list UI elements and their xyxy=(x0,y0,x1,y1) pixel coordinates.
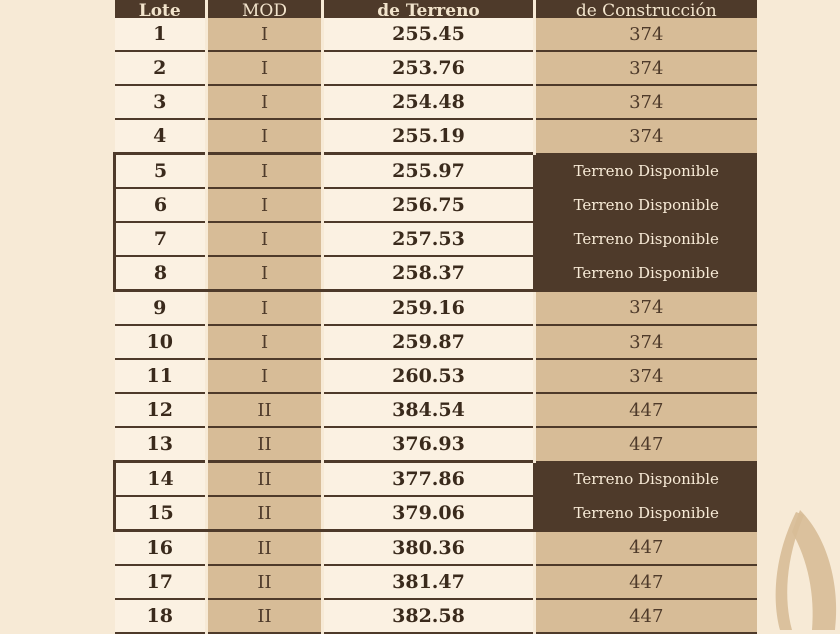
mod-cell: I xyxy=(207,18,323,51)
lots-table-container xyxy=(113,0,755,634)
area-cell: 260.53 xyxy=(323,359,535,393)
construction-cell: 447 xyxy=(535,427,757,462)
area-cell: 376.93 xyxy=(323,427,535,462)
lot-cell: 14 xyxy=(115,462,207,497)
table-row xyxy=(115,119,757,154)
header-construction: de Construcción xyxy=(535,0,757,18)
lot-cell: 13 xyxy=(115,427,207,462)
construction-cell: 374 xyxy=(535,359,757,393)
available-cell: Terreno Disponible xyxy=(535,256,757,291)
table-row xyxy=(115,427,757,462)
mod-cell: I xyxy=(207,359,323,393)
construction-cell: 374 xyxy=(535,18,757,51)
lot-cell: 5 xyxy=(115,154,207,189)
area-cell: 379.06 xyxy=(323,496,535,531)
table-row xyxy=(115,462,757,497)
mod-cell: II xyxy=(207,393,323,427)
header-lot: Lote xyxy=(115,0,207,18)
header-mod: MOD xyxy=(207,0,323,18)
table-row xyxy=(115,359,757,393)
construction-cell: 374 xyxy=(535,325,757,359)
area-cell: 259.16 xyxy=(323,291,535,326)
table-row xyxy=(115,565,757,599)
area-cell: 255.45 xyxy=(323,18,535,51)
lot-cell: 4 xyxy=(115,119,207,154)
construction-cell: 447 xyxy=(535,393,757,427)
table-row xyxy=(115,256,757,291)
lot-cell: 1 xyxy=(115,18,207,51)
available-cell: Terreno Disponible xyxy=(535,188,757,222)
area-cell: 257.53 xyxy=(323,222,535,256)
area-cell: 259.87 xyxy=(323,325,535,359)
area-cell: 258.37 xyxy=(323,256,535,291)
construction-cell: 374 xyxy=(535,85,757,119)
mod-cell: II xyxy=(207,496,323,531)
mod-cell: I xyxy=(207,222,323,256)
lot-cell: 7 xyxy=(115,222,207,256)
table-row xyxy=(115,154,757,189)
mod-cell: I xyxy=(207,119,323,154)
mod-cell: I xyxy=(207,291,323,326)
table-row xyxy=(115,18,757,51)
table-row xyxy=(115,496,757,531)
construction-cell: 374 xyxy=(535,291,757,326)
lot-cell: 15 xyxy=(115,496,207,531)
lot-cell: 16 xyxy=(115,531,207,566)
area-cell: 377.86 xyxy=(323,462,535,497)
mod-cell: I xyxy=(207,188,323,222)
area-cell: 255.97 xyxy=(323,154,535,189)
table-row xyxy=(115,85,757,119)
construction-cell: 447 xyxy=(535,599,757,633)
table-header-row xyxy=(115,0,757,18)
table-row xyxy=(115,599,757,633)
lot-cell: 10 xyxy=(115,325,207,359)
construction-cell: 374 xyxy=(535,119,757,154)
mod-cell: II xyxy=(207,427,323,462)
mod-cell: I xyxy=(207,256,323,291)
mod-cell: II xyxy=(207,599,323,633)
table-row xyxy=(115,188,757,222)
lot-cell: 6 xyxy=(115,188,207,222)
area-cell: 256.75 xyxy=(323,188,535,222)
mod-cell: I xyxy=(207,51,323,85)
area-cell: 384.54 xyxy=(323,393,535,427)
mod-cell: II xyxy=(207,565,323,599)
table-row xyxy=(115,325,757,359)
lot-cell: 2 xyxy=(115,51,207,85)
available-cell: Terreno Disponible xyxy=(535,496,757,531)
mod-cell: I xyxy=(207,85,323,119)
construction-cell: 447 xyxy=(535,565,757,599)
table-row xyxy=(115,531,757,566)
header-area: de Terreno xyxy=(323,0,535,18)
area-cell: 253.76 xyxy=(323,51,535,85)
table-row xyxy=(115,222,757,256)
lot-cell: 3 xyxy=(115,85,207,119)
lot-cell: 9 xyxy=(115,291,207,326)
lot-cell: 17 xyxy=(115,565,207,599)
area-cell: 254.48 xyxy=(323,85,535,119)
mod-cell: II xyxy=(207,531,323,566)
table-row xyxy=(115,393,757,427)
mod-cell: II xyxy=(207,462,323,497)
lot-cell: 12 xyxy=(115,393,207,427)
construction-cell: 447 xyxy=(535,531,757,566)
table-row xyxy=(115,291,757,326)
available-cell: Terreno Disponible xyxy=(535,462,757,497)
mod-cell: I xyxy=(207,325,323,359)
lots-table xyxy=(113,0,757,634)
lot-cell: 11 xyxy=(115,359,207,393)
area-cell: 380.36 xyxy=(323,531,535,566)
area-cell: 381.47 xyxy=(323,565,535,599)
available-cell: Terreno Disponible xyxy=(535,222,757,256)
table-row xyxy=(115,51,757,85)
area-cell: 255.19 xyxy=(323,119,535,154)
mod-cell: I xyxy=(207,154,323,189)
lot-cell: 8 xyxy=(115,256,207,291)
available-cell: Terreno Disponible xyxy=(535,154,757,189)
construction-cell: 374 xyxy=(535,51,757,85)
area-cell: 382.58 xyxy=(323,599,535,633)
lot-cell: 18 xyxy=(115,599,207,633)
